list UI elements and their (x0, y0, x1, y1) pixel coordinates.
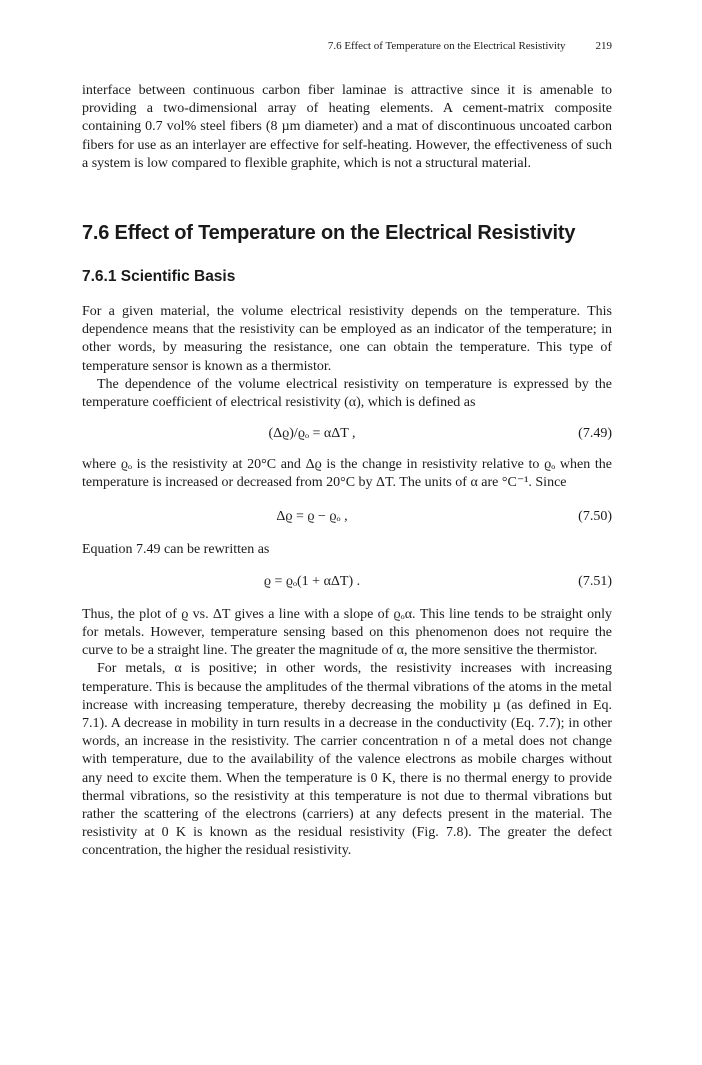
running-header (82, 40, 612, 52)
equation-number: (7.50) (578, 508, 612, 524)
paragraph-rewrite: Equation 7.49 can be rewritten as (82, 541, 270, 557)
paragraph-coefficient: The dependence of the volume electrical resistivity on temperature is expressed by the temperature coefficient of electrical resistivity (α), which is defined as (82, 376, 612, 411)
equation-number: (7.51) (578, 573, 612, 589)
equation-body: ϱ = ϱₒ(1 + αΔT) . (263, 573, 361, 589)
page-body (82, 82, 612, 861)
equation-7-51 (82, 571, 612, 593)
paragraph-thermistor: For a given material, the volume electrical resistivity depends on the temperature. This dependence means that the resistivity can be employed as an indicator of the temperature; in other words, by measuring the resistance, one can obtain the temperature. This type of temperature sensor is known as a thermistor. (82, 304, 612, 374)
page-number: 219 (595, 40, 612, 52)
paragraph-slope: Thus, the plot of ϱ vs. ΔT gives a line with a slope of ϱₒα. This line tends to be straight only for metals. However, temperature sensing based on this phenomenon does not require the curve to be a straight line. The greater the magnitude of α, the more sensitive the thermistor. (82, 606, 612, 659)
section-heading: 7.6 Effect of Temperature on the Electrical Resistivity (82, 222, 576, 245)
paragraph-definitions: where ϱₒ is the resistivity at 20°C and Δϱ is the change in resistivity relative to ϱₒ when the temperature is increased or decreased from 20°C by ΔT. The units of α are °C⁻¹. Since (82, 457, 612, 491)
equation-7-49 (82, 423, 612, 445)
equation-body: (Δϱ)/ϱₒ = αΔT , (268, 426, 356, 442)
intro-paragraph: interface between continuous carbon fiber laminae is attractive since it is amenable to providing a two-dimensional array of heating elements. A cement-matrix composite containing 0.7 vol% steel fibers (8 µm diameter) and a mat of discontinuous uncoated carbon fibers for use as an interlayer are effective for self-heating. However, the effectiveness of such a system is low compared to flexible graphite, which is not a structural material. (82, 83, 612, 171)
running-title: 7.6 Effect of Temperature on the Electrical Resistivity (327, 40, 566, 52)
subsection-heading: 7.6.1 Scientific Basis (82, 268, 236, 286)
paragraph-metals: For metals, α is positive; in other words, the resistivity increases with increasing temperature. This is because the amplitudes of the thermal vibrations of the atoms in the metal increase with increasing temperature, thereby decreasing the mobility µ (as defined in Eq. 7.1). A decrease in mobility in turn results in a decrease in the conductivity (Eq. 7.7); in other words, an increase in the resistivity. The carrier concentration n of a metal does not change with temperature, due to the availability of the valence electrons as mobile charges without any need to excite them. When the temperature is 0 K, there is no thermal energy to provide thermal vibrations, so the resistivity at this temperature is not due to thermal vibrations but rather the scattering of the electrons (carriers) at any defects present in the material. The resistivity at 0 K is known as the residual resistivity (Fig. 7.8). The greater the defect concentration, the higher the residual resistivity. (82, 661, 612, 859)
equation-number: (7.49) (578, 426, 612, 442)
equation-7-50 (82, 506, 612, 528)
equation-body: Δϱ = ϱ − ϱₒ , (276, 508, 348, 524)
